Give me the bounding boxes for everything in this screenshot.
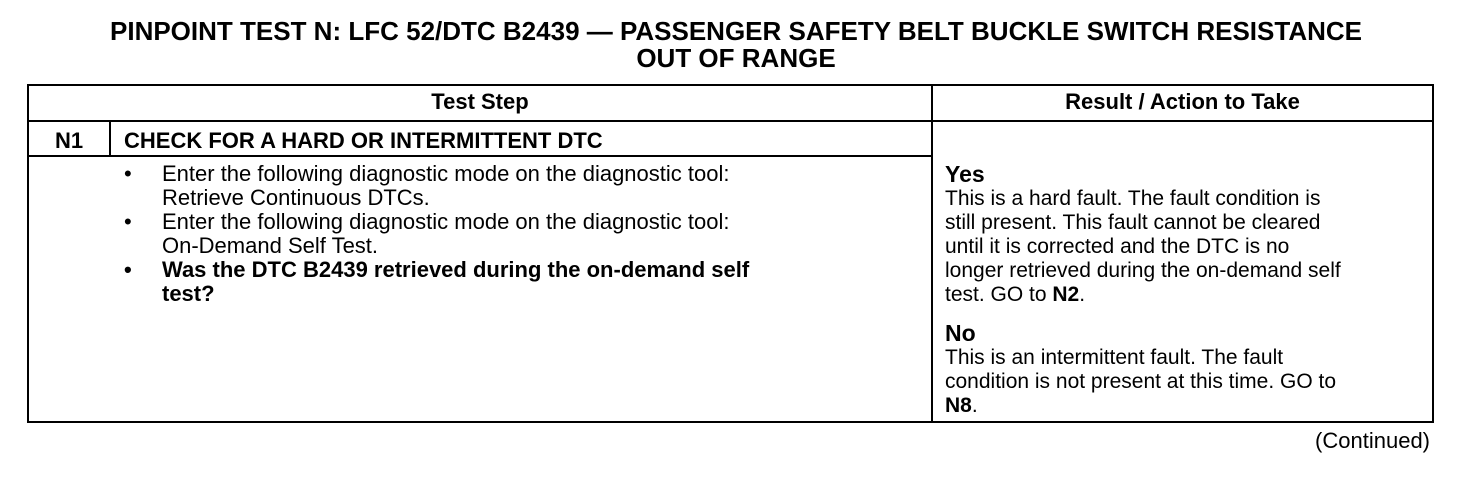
page-title: [0, 18, 1472, 72]
goto-n8-link[interactable]: N8: [945, 394, 972, 417]
title-line-2: OUT OF RANGE: [636, 43, 836, 73]
step-instructions: [121, 162, 931, 306]
goto-n2-link[interactable]: N2: [1052, 283, 1080, 306]
list-item: • Enter the following diagnostic mode on the diagnostic tool: On-Demand Self Test.: [121, 210, 931, 258]
result-no-label: No: [945, 320, 976, 346]
list-item: • Was the DTC B2439 retrieved during the on-demand self test?: [121, 258, 931, 306]
list-item: • Enter the following diagnostic mode on the diagnostic tool: Retrieve Continuous DTCs.: [121, 162, 931, 210]
continued-note: (Continued): [1315, 428, 1430, 453]
header-divider: [29, 120, 1432, 122]
step-title: CHECK FOR A HARD OR INTERMITTENT DTC: [124, 128, 603, 153]
header-test-step: Test Step: [431, 89, 529, 114]
header-result-action: Result / Action to Take: [1065, 89, 1300, 114]
title-line-1: PINPOINT TEST N: LFC 52/DTC B2439 — PASSENGER SAFETY BELT BUCKLE SWITCH RESISTANCE: [110, 16, 1362, 46]
step-id: N1: [54, 128, 84, 153]
step-id-divider: [109, 120, 111, 157]
result-no: No This is an intermittent fault. The fault condition is not present at this time. GO to N8.: [945, 321, 1431, 418]
column-divider: [931, 86, 933, 421]
result-yes: Yes This is a hard fault. The fault condition is still present. This fault cannot be cleared until it is corrected and the DTC is no longer retrieved during the on-demand self test. GO to N2.: [945, 162, 1431, 307]
pinpoint-test-table: [27, 84, 1434, 423]
result-yes-label: Yes: [945, 161, 985, 187]
